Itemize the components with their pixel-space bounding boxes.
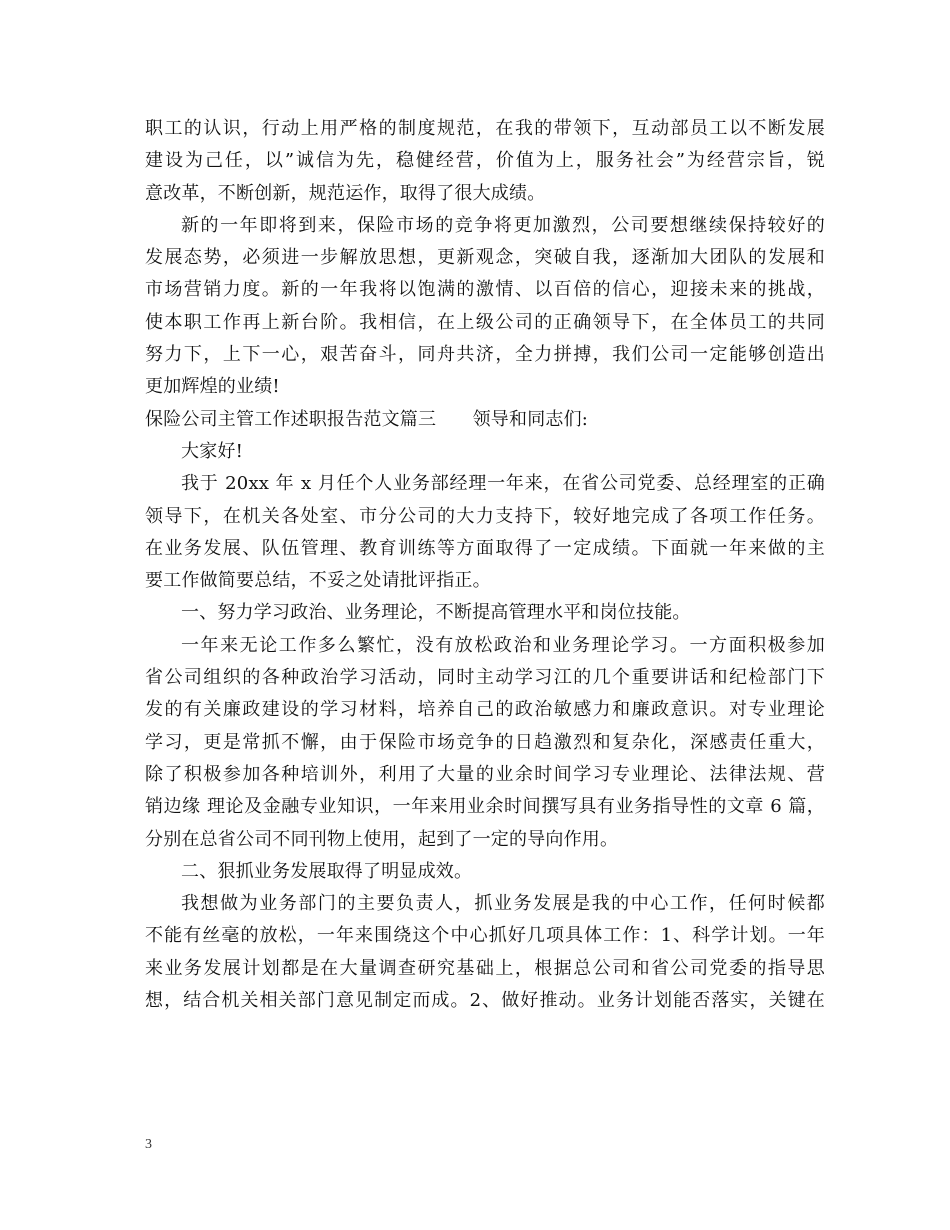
text-line: 不能有丝毫的放松，一年来围绕这个中心抓好几项具体工作：1、科学计划。一年 [145,925,825,947]
text-line: 分别在总省公司不同刊物上使用，起到了一定的导向作用。 [145,828,619,850]
text-line: 二、狠抓业务发展取得了明显成效。 [181,860,473,882]
text-line: 保险公司主管工作述职报告范文篇三 领导和同志们: [145,408,589,430]
text-line: 职工的认识，行动上用严格的制度规范，在我的带领下，互动部员工以不断发展 [145,118,825,139]
page-number: 3 [145,1137,152,1152]
text-line: 我于 20xx 年 x 月任个人业务部经理一年来，在省公司党委、总经理室的正确 [181,473,825,495]
text-line: 我想做为业务部门的主要负责人，抓业务发展是我的中心工作，任何时候都 [181,893,825,915]
text-line: 一、努力学习政治、业务理论，不断提高管理水平和岗位技能。 [181,602,691,624]
text-line: 发展态势，必须进一步解放思想，更新观念，突破自我，逐渐加大团队的发展和 [145,247,825,269]
text-line: 努力下，上下一心，艰苦奋斗，同舟共济，全力拼搏，我们公司一定能够创造出 [145,344,825,366]
text-line: 要工作做简要总结，不妥之处请批评指正。 [145,570,491,592]
text-line: 意改革，不断创新，规范运作，取得了很大成绩。 [145,182,546,204]
text-line: 学习，更是常抓不懈，由于保险市场竞争的日趋激烈和复杂化，深感责任重大， [145,731,825,753]
text-line: 除了积极参加各种培训外，利用了大量的业余时间学习专业理论、法律法规、营 [145,763,825,785]
text-line: 更加辉煌的业绩! [145,376,280,398]
text-line: 在业务发展、队伍管理、教育训练等方面取得了一定成绩。下面就一年来做的主 [145,537,825,559]
text-line: 省公司组织的各种政治学习活动，同时主动学习江的几个重要讲话和纪检部门下 [145,667,825,689]
text-line: 使本职工作再上新台阶。我相信，在上级公司的正确领导下，在全体员工的共同 [145,311,825,333]
text-line: 大家好! [181,440,244,462]
text-line: 一年来无论工作多么繁忙，没有放松政治和业务理论学习。一方面积极参加 [181,634,825,656]
document-body [145,113,825,1017]
text-line: 销边缘 理论及金融专业知识，一年来用业余时间撰写具有业务指导性的文章 6 篇， [145,796,825,818]
text-line: 来业务发展计划都是在大量调查研究基础上，根据总公司和省公司党委的指导思 [145,957,825,979]
text-line: 发的有关廉政建设的学习材料，培养自己的政治敏感力和廉政意识。对专业理论 [145,699,825,721]
text-line: 想，结合机关相关部门意见制定而成。2、做好推动。业务计划能否落实，关键在 [145,990,825,1012]
text-line: 新的一年即将到来，保险市场的竞争将更加激烈，公司要想继续保持较好的 [181,214,825,236]
text-line: 建设为己任，以”诚信为先，稳健经营，价值为上，服务社会”为经营宗旨，锐 [145,150,825,172]
text-line: 市场营销力度。新的一年我将以饱满的激情、以百倍的信心，迎接未来的挑战， [145,279,825,301]
text-line: 领导下，在机关各处室、市分公司的大力支持下，较好地完成了各项工作任务。 [145,505,825,527]
